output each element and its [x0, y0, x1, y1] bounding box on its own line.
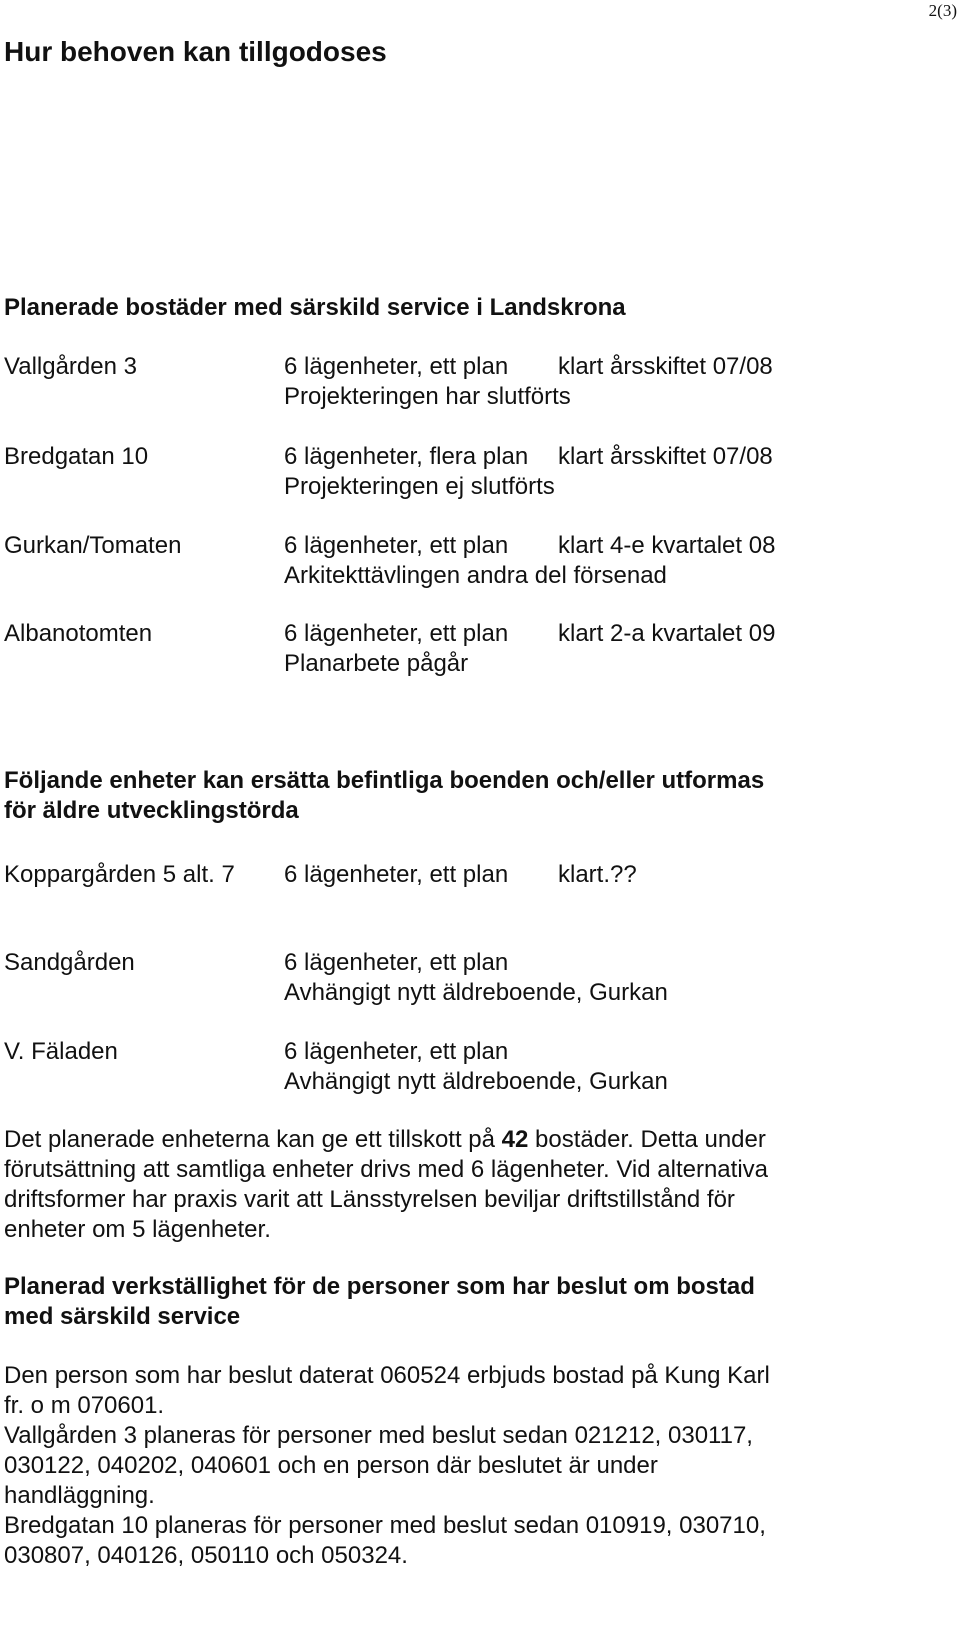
housing-units: 6 lägenheter, ett plan — [284, 532, 509, 559]
unit-units: 6 lägenheter, ett plan — [284, 861, 509, 888]
summary-paragraph — [4, 1125, 934, 1245]
housing-note: Arkitekttävlingen andra del försenad — [284, 562, 667, 589]
execution-line: Bredgatan 10 planeras för personer med beslut sedan 010919, 030710, — [4, 1512, 766, 1539]
summary-text: Det planerade enheterna kan ge ett tillskott på — [4, 1126, 502, 1153]
section-title-planned-execution-line2: med särskild service — [4, 1303, 241, 1330]
page-heading: Hur behoven kan tillgodoses — [4, 36, 387, 67]
section-title-planned-execution-line1: Planerad verkställighet för de personer som har beslut om bostad — [4, 1273, 755, 1300]
housing-ready: klart årsskiftet 07/08 — [558, 353, 773, 380]
housing-units: 6 lägenheter, ett plan — [284, 353, 509, 380]
unit-name: Sandgården — [4, 949, 135, 976]
housing-name: Bredgatan 10 — [4, 443, 149, 470]
unit-units: 6 lägenheter, ett plan — [284, 949, 509, 976]
housing-ready: klart 4-e kvartalet 08 — [558, 532, 776, 559]
unit-note: Avhängigt nytt äldreboende, Gurkan — [284, 1068, 668, 1095]
summary-line-3: driftsformer har praxis varit att Länsstyrelsen beviljar driftstillstånd för — [4, 1186, 735, 1213]
execution-line: Vallgården 3 planeras för personer med beslut sedan 021212, 030117, — [4, 1422, 753, 1449]
housing-note: Projekteringen har slutförts — [284, 383, 571, 410]
unit-ready: klart.?? — [558, 861, 637, 888]
housing-units: 6 lägenheter, ett plan — [284, 620, 509, 647]
section-title-replacement-units-line2: för äldre utvecklingstörda — [4, 797, 299, 824]
summary-line-1 — [4, 1125, 934, 1155]
execution-line: fr. o m 070601. — [4, 1392, 165, 1419]
execution-paragraph — [4, 1361, 934, 1571]
section-title-planned-housing: Planerade bostäder med särskild service i Landskrona — [4, 294, 626, 321]
execution-line: 030807, 040126, 050110 och 050324. — [4, 1542, 408, 1569]
unit-note: Avhängigt nytt äldreboende, Gurkan — [284, 979, 668, 1006]
housing-units: 6 lägenheter, flera plan — [284, 443, 529, 470]
housing-name: Albanotomten — [4, 620, 153, 647]
housing-name: Gurkan/Tomaten — [4, 532, 182, 559]
execution-line: handläggning. — [4, 1482, 155, 1509]
page-number: 2(3) — [928, 1, 957, 20]
housing-name: Vallgården 3 — [4, 353, 137, 380]
unit-units: 6 lägenheter, ett plan — [284, 1038, 509, 1065]
housing-ready: klart årsskiftet 07/08 — [558, 443, 773, 470]
housing-ready: klart 2-a kvartalet 09 — [558, 620, 776, 647]
unit-name: V. Fäladen — [4, 1038, 118, 1065]
unit-name: Koppargården 5 alt. 7 — [4, 861, 235, 888]
summary-text: bostäder. Detta under — [528, 1126, 766, 1153]
total-units-value: 42 — [501, 1126, 529, 1153]
execution-line: 030122, 040202, 040601 och en person där beslutet är under — [4, 1452, 658, 1479]
summary-line-4: enheter om 5 lägenheter. — [4, 1216, 271, 1243]
section-title-replacement-units-line1: Följande enheter kan ersätta befintliga boenden och/eller utformas — [4, 767, 765, 794]
summary-line-2: förutsättning att samtliga enheter drivs med 6 lägenheter. Vid alternativa — [4, 1156, 769, 1183]
housing-note: Projekteringen ej slutförts — [284, 473, 555, 500]
execution-line: Den person som har beslut daterat 060524 erbjuds bostad på Kung Karl — [4, 1362, 770, 1389]
housing-note: Planarbete pågår — [284, 650, 469, 677]
